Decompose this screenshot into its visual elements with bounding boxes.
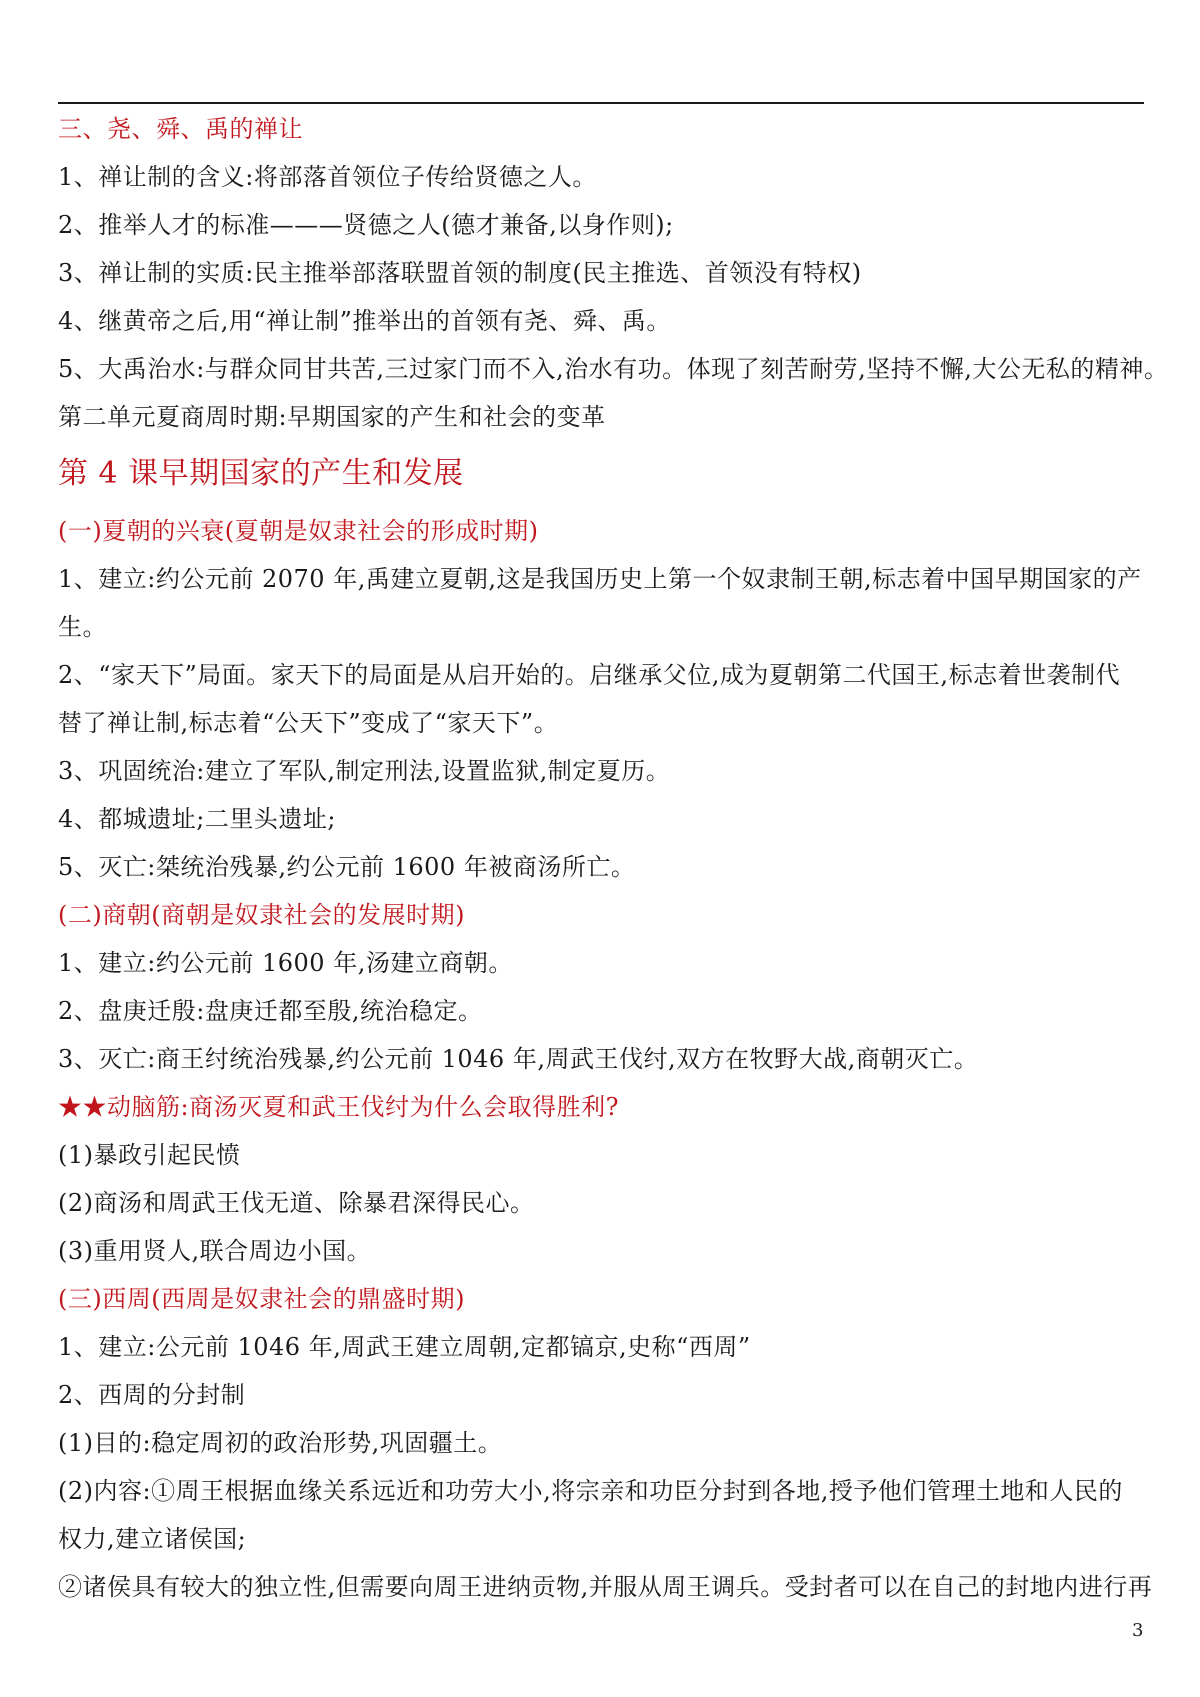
body-line: 2、盘庚迁殷:盘庚迁都至殷,统治稳定。 xyxy=(58,997,483,1025)
body-line: 1、建立:约公元前 1600 年,汤建立商朝。 xyxy=(58,949,513,977)
body-line: 5、大禹治水:与群众同甘共苦,三过家门而不入,治水有功。体现了刻苦耐劳,坚持不懈,大公无私的精神。 xyxy=(58,355,1169,383)
subsection-heading-xia: (一)夏朝的兴衰(夏朝是奴隶社会的形成时期) xyxy=(58,517,539,545)
body-line: 3、巩固统治:建立了军队,制定刑法,设置监狱,制定夏历。 xyxy=(58,757,671,785)
body-line: (2)商汤和周武王伐无道、除暴君深得民心。 xyxy=(58,1189,535,1217)
body-line: 4、都城遗址;二里头遗址; xyxy=(58,805,336,833)
think-question: ★★动脑筋:商汤灭夏和武王伐纣为什么会取得胜利? xyxy=(58,1093,619,1121)
body-line: (1)暴政引起民愤 xyxy=(58,1141,241,1169)
body-line: 1、建立:公元前 1046 年,周武王建立周朝,定都镐京,史称“西周” xyxy=(58,1333,751,1361)
unit-title: 第二单元夏商周时期:早期国家的产生和社会的变革 xyxy=(58,403,606,431)
body-line: 5、灭亡:桀统治残暴,约公元前 1600 年被商汤所亡。 xyxy=(58,853,636,881)
body-line: 2、“家天下”局面。家天下的局面是从启开始的。启继承父位,成为夏朝第二代国王,标志着世袭制代 xyxy=(58,661,1121,689)
body-line: 3、灭亡:商王纣统治残暴,约公元前 1046 年,周武王伐纣,双方在牧野大战,商朝灭亡。 xyxy=(58,1045,979,1073)
body-line: 替了禅让制,标志着“公天下”变成了“家天下”。 xyxy=(58,709,559,737)
body-line: 1、建立:约公元前 2070 年,禹建立夏朝,这是我国历史上第一个奴隶制王朝,标志着中国早期国家的产 xyxy=(58,565,1142,593)
body-line: 3、禅让制的实质:民主推举部落联盟首领的制度(民主推选、首领没有特权) xyxy=(58,259,862,287)
body-line: (3)重用贤人,联合周边小国。 xyxy=(58,1237,372,1265)
subsection-heading-xizhou: (三)西周(西周是奴隶社会的鼎盛时期) xyxy=(58,1285,465,1313)
lesson-title: 第 4 课早期国家的产生和发展 xyxy=(58,456,464,491)
body-line: 生。 xyxy=(58,613,107,641)
body-line: (1)目的:稳定周初的政治形势,巩固疆土。 xyxy=(58,1429,503,1457)
body-line: (2)内容:①周王根据血缘关系远近和功劳大小,将宗亲和功臣分封到各地,授予他们管理土地和人民的 xyxy=(58,1477,1123,1505)
body-line: 2、西周的分封制 xyxy=(58,1381,246,1409)
header-rule xyxy=(58,102,1144,104)
section-heading-yao-shun-yu: 三、尧、舜、禹的禅让 xyxy=(58,115,303,143)
body-line: 1、禅让制的含义:将部落首领位子传给贤德之人。 xyxy=(58,163,597,191)
page-number: 3 xyxy=(1132,1620,1144,1641)
body-line: 2、推举人才的标准———贤德之人(德才兼备,以身作则); xyxy=(58,211,674,239)
body-line: 权力,建立诸侯国; xyxy=(58,1525,247,1553)
body-line: 4、继黄帝之后,用“禅让制”推举出的首领有尧、舜、禹。 xyxy=(58,307,671,335)
subsection-heading-shang: (二)商朝(商朝是奴隶社会的发展时期) xyxy=(58,901,465,929)
body-line: ②诸侯具有较大的独立性,但需要向周王进纳贡物,并服从周王调兵。受封者可以在自己的封地内进行再 xyxy=(58,1573,1153,1601)
